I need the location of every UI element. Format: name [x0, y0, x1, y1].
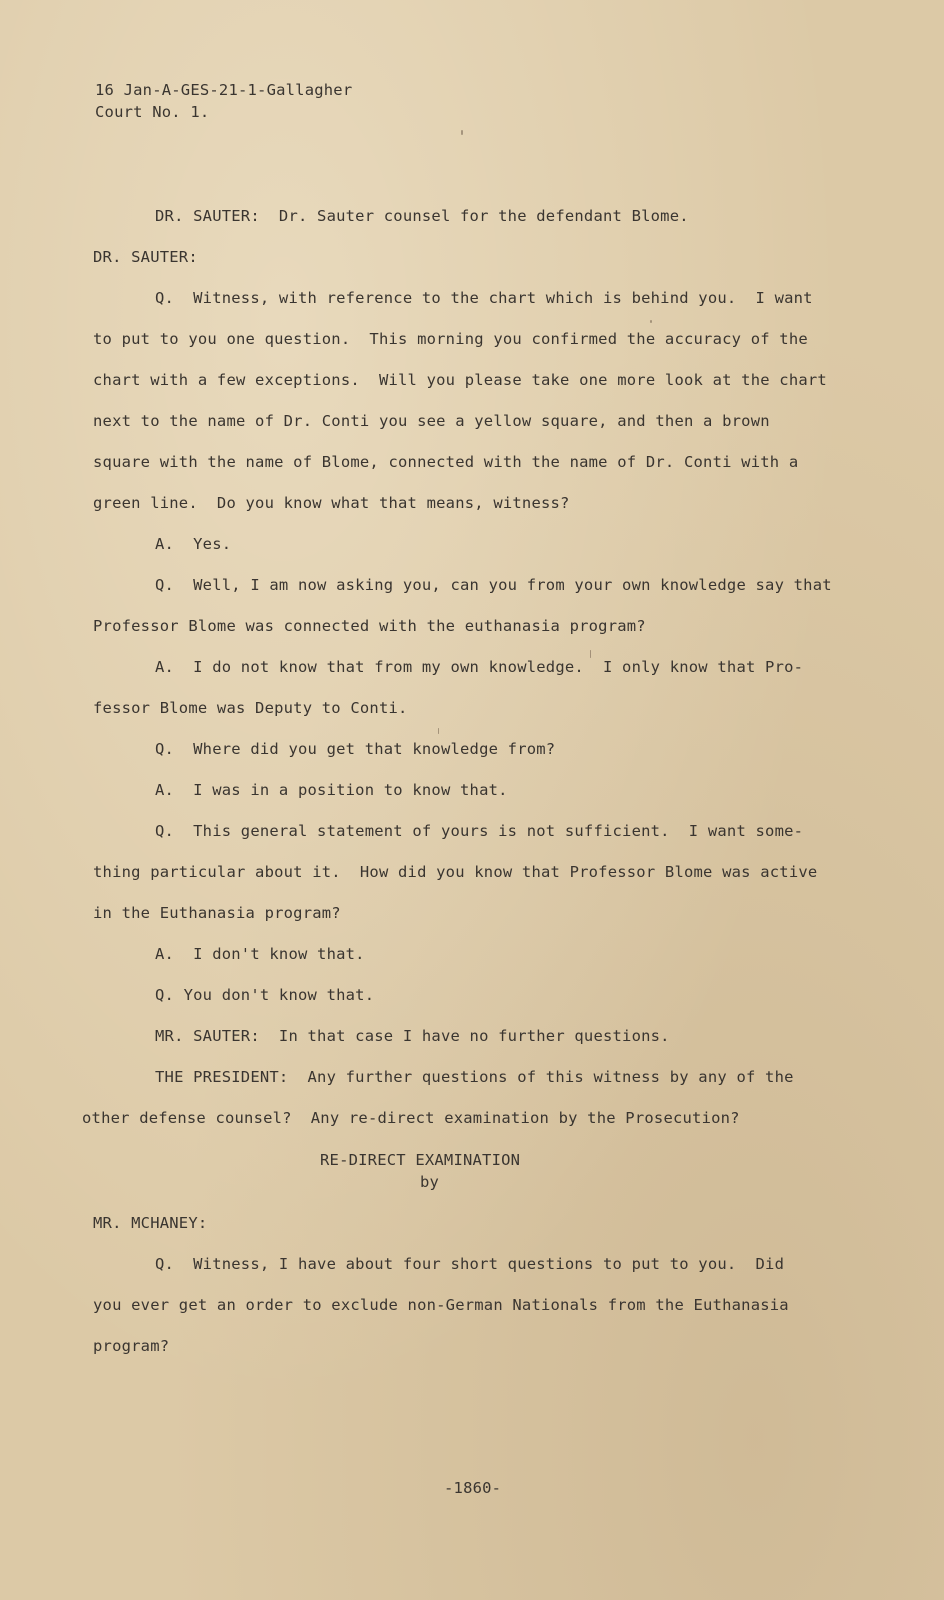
transcript-line: Q. Witness, I have about four short questions to put to you. Did [155, 1255, 785, 1273]
transcript-line: you ever get an order to exclude non-German Nationals from the Euthanasia [93, 1296, 789, 1314]
transcript-line: Q. Where did you get that knowledge from? [155, 740, 556, 758]
paper-fleck [438, 728, 439, 734]
header-docket: 16 Jan-A-GES-21-1-Gallagher [95, 81, 353, 99]
transcript-line: next to the name of Dr. Conti you see a yellow square, and then a brown [93, 412, 770, 430]
transcript-line: THE PRESIDENT: Any further questions of this witness by any of the [155, 1068, 794, 1086]
transcript-line: square with the name of Blome, connected with the name of Dr. Conti with a [93, 453, 799, 471]
paper-fleck [650, 320, 652, 323]
transcript-line: to put to you one question. This morning you confirmed the accuracy of the [93, 330, 808, 348]
transcript-line: DR. SAUTER: Dr. Sauter counsel for the defendant Blome. [155, 207, 689, 225]
transcript-line: A. I do not know that from my own knowledge. I only know that Pro- [155, 658, 804, 676]
transcript-line: MR. MCHANEY: [93, 1214, 208, 1232]
transcript-line: Q. You don't know that. [155, 986, 375, 1004]
transcript-line: program? [93, 1337, 170, 1355]
transcript-line: Q. This general statement of yours is not sufficient. I want some- [155, 822, 804, 840]
transcript-line: other defense counsel? Any re-direct examination by the Prosecution? [82, 1109, 740, 1127]
section-heading: RE-DIRECT EXAMINATION [320, 1151, 521, 1169]
paper-fleck [590, 650, 591, 658]
transcript-line: DR. SAUTER: [93, 248, 198, 266]
transcript-line: Q. Witness, with reference to the chart which is behind you. I want [155, 289, 813, 307]
transcript-line: thing particular about it. How did you know that Professor Blome was active [93, 863, 818, 881]
header-court: Court No. 1. [95, 103, 210, 121]
transcript-line: Professor Blome was connected with the euthanasia program? [93, 617, 646, 635]
transcript-line: A. I was in a position to know that. [155, 781, 508, 799]
transcript-line: in the Euthanasia program? [93, 904, 341, 922]
transcript-line: Q. Well, I am now asking you, can you from your own knowledge say that [155, 576, 832, 594]
paper-fleck [461, 130, 463, 135]
transcript-line: chart with a few exceptions. Will you please take one more look at the chart [93, 371, 827, 389]
transcript-line: A. I don't know that. [155, 945, 365, 963]
transcript-line: fessor Blome was Deputy to Conti. [93, 699, 408, 717]
transcript-line: MR. SAUTER: In that case I have no further questions. [155, 1027, 670, 1045]
transcript-line: green line. Do you know what that means, witness? [93, 494, 570, 512]
section-heading-by: by [420, 1173, 440, 1191]
transcript-line: A. Yes. [155, 535, 232, 553]
page-number: -1860- [444, 1479, 502, 1497]
